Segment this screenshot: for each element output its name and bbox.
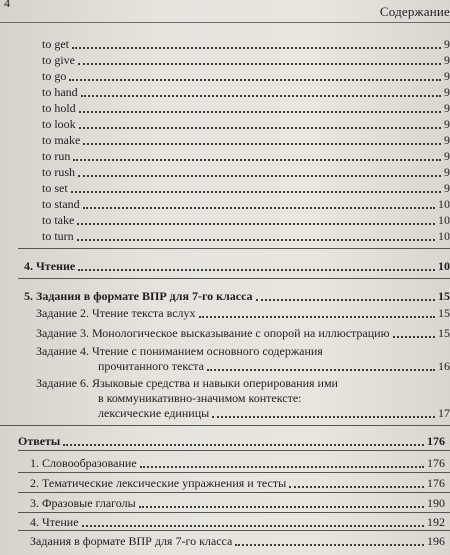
section-divider [18, 278, 450, 279]
entry-label: 2. Тематические лексические упражнения и тесты [30, 476, 287, 490]
dot-leader [73, 159, 441, 161]
dot-leader [78, 63, 441, 65]
toc-entry-answers[interactable] [18, 434, 445, 448]
section-divider [18, 472, 450, 473]
entry-page: 9 [444, 165, 450, 179]
toc-entry-to-hand[interactable] [42, 85, 450, 99]
entry-label: 5. Задания в формате ВПР для 7-го класса [24, 289, 253, 303]
dot-leader [235, 544, 424, 546]
toc-entry-to-set[interactable] [42, 181, 450, 195]
entry-page: 15 [438, 326, 450, 340]
entry-page: 9 [444, 101, 450, 115]
entry-label: to give [42, 53, 75, 67]
toc-entry-to-go[interactable] [42, 69, 450, 83]
entry-page: 9 [444, 37, 450, 51]
entry-page: 9 [444, 117, 450, 131]
entry-label: to hold [42, 101, 76, 115]
dot-leader [81, 95, 441, 97]
dot-leader [207, 369, 435, 371]
task4-line1: Задание 4. Чтение с пониманием основного содержания [36, 344, 323, 358]
section-divider [18, 450, 450, 451]
dot-leader [72, 47, 441, 49]
dot-leader [78, 269, 435, 271]
entry-page: 9 [444, 181, 450, 195]
dot-leader [79, 127, 441, 129]
toc-entry-to-look[interactable] [42, 117, 450, 131]
toc-entry-to-make[interactable] [42, 133, 450, 147]
toc-entry-answers-3[interactable] [30, 496, 445, 510]
entry-page: 9 [444, 69, 450, 83]
dot-leader [82, 525, 424, 527]
section-divider [18, 248, 450, 249]
dot-leader [256, 299, 435, 301]
dot-leader [69, 79, 441, 81]
entry-page: 16 [438, 359, 450, 373]
entry-label: прочитанного текста [98, 359, 204, 373]
toc-entry-vpr[interactable] [24, 289, 450, 303]
entry-page: 190 [427, 496, 445, 510]
toc-entry-reading[interactable] [24, 259, 450, 273]
entry-label: 4. Чтение [30, 515, 79, 529]
toc-entry-to-stand[interactable] [42, 197, 450, 211]
entry-label: 4. Чтение [24, 259, 76, 273]
entry-page: 192 [427, 515, 445, 529]
dot-leader [83, 207, 435, 209]
entry-page: 10 [438, 197, 450, 211]
entry-label: to run [42, 149, 71, 163]
toc-entry-to-run[interactable] [42, 149, 450, 163]
entry-label: to hand [42, 85, 78, 99]
entry-label: to go [42, 69, 67, 83]
entry-page: 10 [438, 259, 450, 273]
entry-label: to turn [42, 229, 74, 243]
entry-page: 15 [438, 289, 450, 303]
entry-label: to set [42, 181, 68, 195]
dot-leader [140, 466, 424, 468]
dot-leader [78, 175, 441, 177]
dot-leader [79, 111, 441, 113]
dot-leader [393, 336, 435, 338]
entry-label: 3. Фразовые глаголы [30, 496, 136, 510]
dot-leader [77, 239, 435, 241]
entry-label: Задание 2. Чтение текста вслух [36, 306, 196, 320]
toc-entry-to-turn[interactable] [42, 229, 450, 243]
entry-label: Ответы [18, 434, 61, 448]
toc-entry-task6[interactable] [98, 406, 450, 420]
toc-entry-to-take[interactable] [42, 213, 450, 227]
entry-page: 176 [427, 434, 445, 448]
page-number: 4 [4, 0, 10, 10]
entry-page: 9 [444, 133, 450, 147]
entry-label: to look [42, 117, 76, 131]
toc-entry-to-get[interactable] [42, 37, 450, 51]
dot-leader [63, 444, 424, 446]
dot-leader [83, 143, 441, 145]
entry-label: to make [42, 133, 81, 147]
entry-page: 10 [438, 213, 450, 227]
section-divider [0, 425, 450, 426]
toc-entry-answers-4[interactable] [30, 515, 445, 529]
entry-page: 15 [438, 306, 450, 320]
section-divider [18, 492, 450, 493]
toc-entry-answers-1[interactable] [30, 456, 445, 470]
dot-leader [289, 486, 424, 488]
entry-page: 10 [438, 229, 450, 243]
entry-page: 9 [444, 53, 450, 67]
entry-label: 1. Словообразование [30, 456, 137, 470]
dot-leader [199, 316, 435, 318]
toc-entry-answers-5[interactable] [30, 534, 445, 548]
section-divider [18, 530, 450, 531]
dot-leader [77, 223, 435, 225]
toc-entry-task2[interactable] [36, 306, 450, 320]
running-title: Содержание [379, 4, 450, 19]
entry-page: 17 [438, 406, 450, 420]
entry-page: 176 [427, 476, 445, 490]
entry-page: 196 [427, 534, 445, 548]
toc-entry-to-rush[interactable] [42, 165, 450, 179]
entry-label: Задание 3. Монологическое высказывание с опорой на иллюстрацию [36, 326, 390, 340]
entry-label: to take [42, 213, 75, 227]
section-divider [18, 512, 450, 513]
entry-page: 176 [427, 456, 445, 470]
entry-page: 9 [444, 85, 450, 99]
toc-entry-task4[interactable] [98, 359, 450, 373]
entry-label: to stand [42, 197, 80, 211]
dot-leader [212, 416, 435, 418]
toc-entry-task3[interactable] [36, 326, 450, 340]
toc-entry-answers-2[interactable] [30, 476, 445, 490]
task6-line2: в коммуникативно-значимом контексте: [98, 391, 302, 405]
toc-entry-to-hold[interactable] [42, 101, 450, 115]
entry-label: to rush [42, 165, 75, 179]
entry-label: Задания в формате ВПР для 7-го класса [30, 534, 233, 548]
entry-page: 9 [444, 149, 450, 163]
task6-line1: Задание 6. Языковые средства и навыки оперирования ими [36, 376, 338, 390]
entry-label: лексические единицы [98, 406, 210, 420]
toc-entry-to-give[interactable] [42, 53, 450, 67]
dot-leader [71, 191, 441, 193]
entry-label: to get [42, 37, 69, 51]
dot-leader [139, 506, 424, 508]
